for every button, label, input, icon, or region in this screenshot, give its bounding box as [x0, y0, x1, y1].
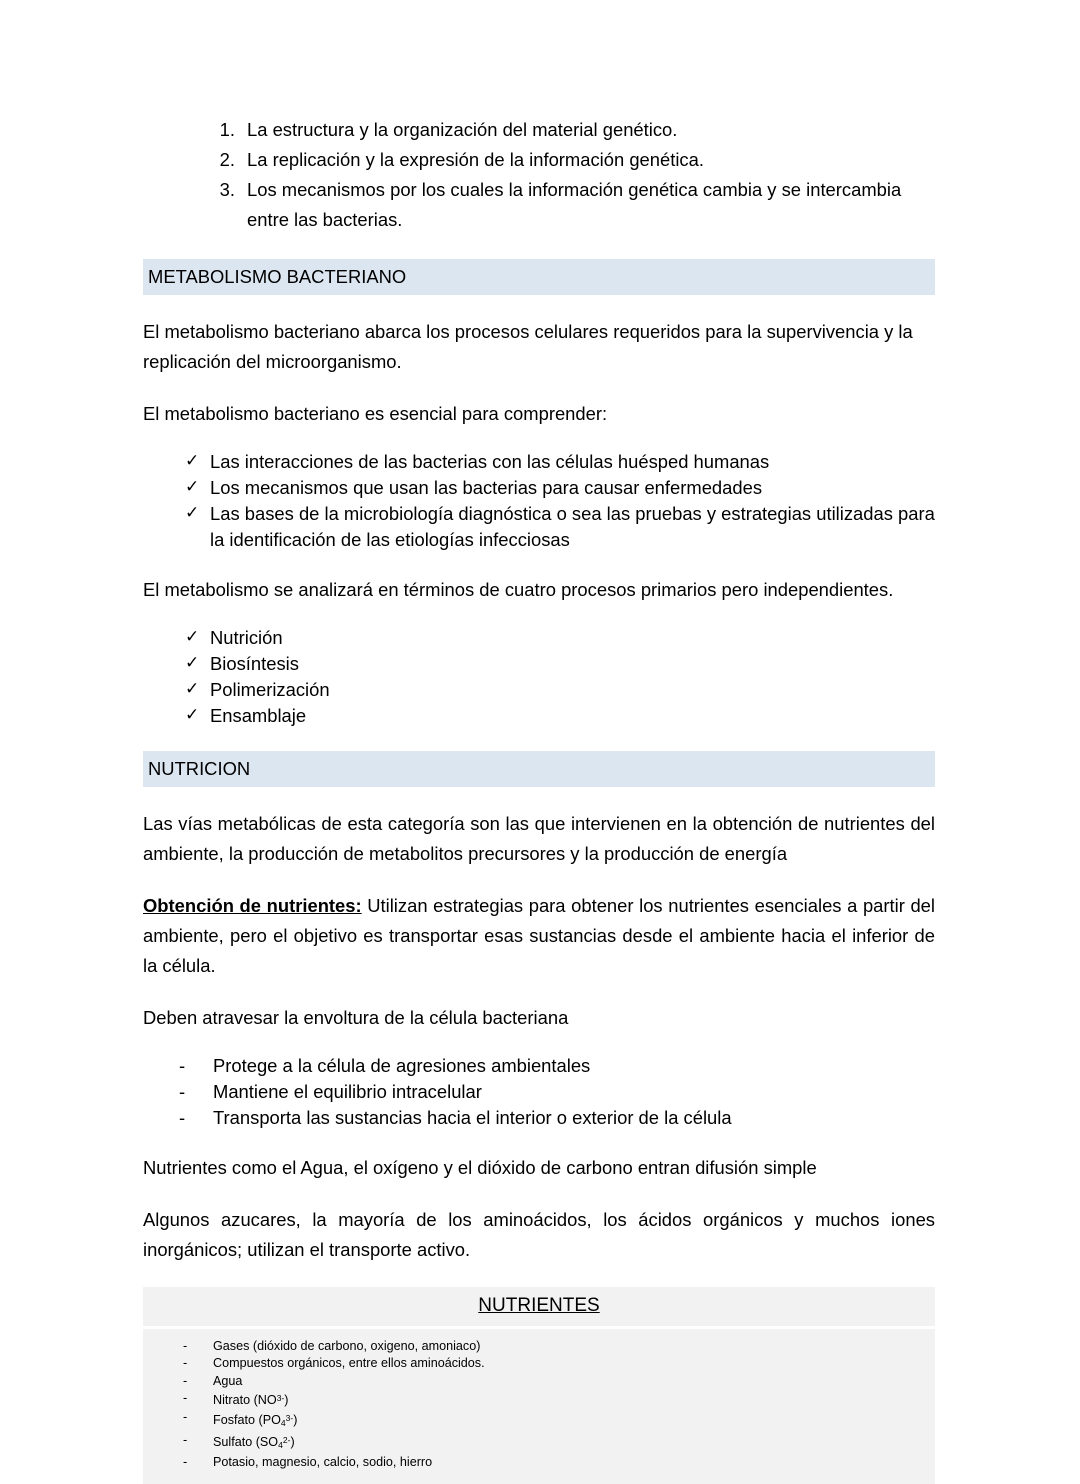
list-item-text: Protege a la célula de agresiones ambientales — [213, 1055, 591, 1076]
dash-icon: - — [183, 1339, 188, 1353]
list-item — [143, 449, 935, 475]
list-item-number: 2. — [219, 149, 235, 170]
list-item-text: Sulfato $(SO_4^{2-})$ — [213, 1434, 295, 1450]
check-icon: ✓ — [185, 451, 200, 470]
dash-icon: - — [179, 1107, 186, 1128]
list-item — [143, 115, 935, 145]
check-list-comprender — [143, 449, 935, 553]
dash-icon: - — [179, 1055, 186, 1076]
numbered-list — [143, 115, 935, 235]
dash-icon: - — [183, 1455, 188, 1470]
section-heading-nutricion: NUTRICION — [143, 751, 935, 787]
list-item-text: Mantiene el equilibrio intracelular — [213, 1081, 482, 1102]
list-item — [143, 677, 935, 703]
list-item — [143, 175, 935, 235]
list-item-text: Agua — [213, 1373, 243, 1388]
list-item-number: 1. — [219, 119, 235, 140]
list-item — [143, 1355, 935, 1372]
list-item-text: Transporta las sustancias hacia el interior o exterior de la célula — [213, 1107, 732, 1128]
list-item-text: Gases (dióxido de carbono, oxigeno, amoniaco) — [213, 1339, 481, 1353]
list-item — [143, 1454, 935, 1471]
list-item-text: Fosfato $(PO_4^{3-})$ — [213, 1412, 298, 1428]
list-item-text: Ensamblaje — [210, 705, 307, 726]
list-item-text: Nutrición — [210, 627, 283, 648]
list-item-text: La estructura y la organización del material genético. — [247, 119, 678, 140]
list-item — [143, 501, 935, 553]
check-list-procesos — [143, 625, 935, 729]
paragraph-difusion-simple: Nutrientes como el Agua, el oxígeno y el dióxido de carbono entran difusión simple — [143, 1157, 817, 1178]
list-item-text: Los mecanismos que usan las bacterias para causar enfermedades — [210, 477, 763, 498]
check-icon: ✓ — [185, 503, 200, 522]
paragraph-nutricion-intro: Las vías metabólicas de esta categoría son las que intervienen en la obtención de nutrientes del ambiente, la producción de metabolitos precursores y la producción de energía — [143, 813, 935, 864]
dash-icon: - — [183, 1432, 188, 1447]
list-item-text: La replicación y la expresión de la información genética. — [247, 149, 704, 170]
list-item — [143, 651, 935, 677]
list-item — [143, 1432, 935, 1454]
list-item — [143, 1373, 935, 1390]
nutrientes-box-title-text: NUTRIENTES — [478, 1295, 600, 1316]
obtencion-body: Utilizan estrategias para obtener los nutrientes esenciales a partir del ambiente, pero el objetivo es transportar esas sustancias desde el ambiente hacia el inferior de la célula. — [143, 895, 935, 976]
list-item — [143, 1053, 935, 1079]
nutrientes-box — [143, 1287, 935, 1484]
check-icon: ✓ — [185, 627, 200, 646]
nutrientes-box-body — [143, 1329, 935, 1484]
list-item-text: Las bases de la microbiología diagnóstica o sea las pruebas y estrategias utilizadas para la identificación de las etiologías infecciosas — [210, 503, 935, 550]
dash-icon: - — [183, 1410, 188, 1425]
paragraph-metabolismo-intro: El metabolismo bacteriano abarca los procesos celulares requeridos para la supervivencia y la replicación del microorganismo. — [143, 321, 913, 372]
list-item-text: Potasio, magnesio, calcio, sodio, hierro — [213, 1455, 433, 1470]
dash-icon: - — [179, 1081, 186, 1102]
list-item — [143, 703, 935, 729]
list-item-text: Compuestos orgánicos, entre ellos aminoácidos. — [213, 1356, 485, 1371]
nutrientes-box-title — [143, 1287, 935, 1326]
dash-icon: - — [183, 1356, 188, 1371]
list-item — [143, 1409, 935, 1431]
check-icon: ✓ — [185, 653, 200, 672]
paragraph-transporte-activo: Algunos azucares, la mayoría de los aminoácidos, los ácidos orgánicos y muchos iones inorgánicos; utilizan el transporte activo. — [143, 1209, 935, 1260]
paragraph-envoltura: Deben atravesar la envoltura de la célula bacteriana — [143, 1007, 569, 1028]
dash-icon: - — [183, 1390, 188, 1405]
list-item — [143, 475, 935, 501]
check-icon: ✓ — [185, 679, 200, 698]
dash-icon: - — [183, 1373, 188, 1388]
list-item-number: 3. — [219, 179, 235, 200]
check-icon: ✓ — [185, 705, 200, 724]
dash-list-envoltura — [143, 1053, 935, 1131]
nutrientes-list — [143, 1338, 935, 1472]
list-item — [143, 1105, 935, 1131]
list-item-text: Biosíntesis — [210, 653, 299, 674]
section-heading-metabolismo-bacteriano: METABOLISMO BACTERIANO — [143, 259, 935, 295]
paragraph-obtencion-de-nutrientes — [143, 891, 935, 981]
list-item-text: Polimerización — [210, 679, 330, 700]
list-item — [143, 1338, 935, 1355]
obtencion-label: Obtención de nutrientes: — [143, 895, 362, 916]
list-item-text: Los mecanismos por los cuales la información genética cambia y se intercambia entre las bacterias. — [247, 179, 902, 230]
list-item — [143, 1390, 935, 1410]
list-item-text: Las interacciones de las bacterias con las células huésped humanas — [210, 451, 770, 472]
paragraph-procesos-lead-in: El metabolismo se analizará en términos de cuatro procesos primarios pero independientes. — [143, 579, 894, 600]
list-item — [143, 625, 935, 651]
check-icon: ✓ — [185, 477, 200, 496]
list-item — [143, 145, 935, 175]
paragraph-metabolismo-lead-in: El metabolismo bacteriano es esencial para comprender: — [143, 403, 608, 424]
list-item — [143, 1079, 935, 1105]
list-item-text: Nitrato $(NO^{3-})$ — [213, 1392, 289, 1408]
